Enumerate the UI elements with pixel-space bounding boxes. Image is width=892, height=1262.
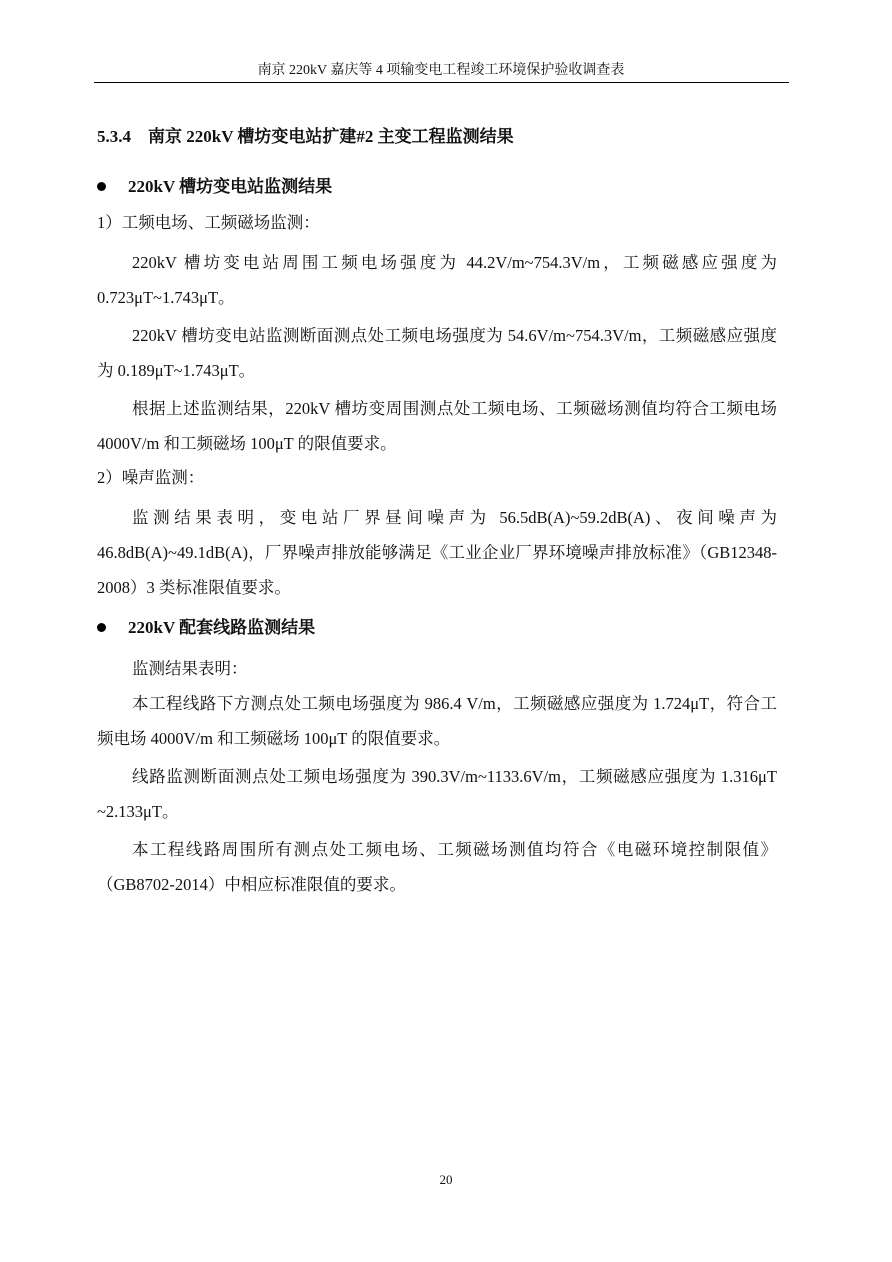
noise-monitoring-subhead: 2）噪声监测：	[97, 468, 205, 487]
line-paragraph-2: 线路监测断面测点处工频电场强度为 390.3V/m~1133.6V/m，工频磁感应强度为 1.316μT ~2.133μT。	[97, 767, 777, 821]
substation-results-heading	[97, 174, 777, 200]
line-intro: 监测结果表明：	[132, 659, 248, 678]
bullet-icon	[97, 182, 106, 191]
noise-paragraph: 监测结果表明，变电站厂界昼间噪声为 56.5dB(A)~59.2dB(A)、夜间噪声为 46.8dB(A)~49.1dB(A)，厂界噪声排放能够满足《工业企业厂界环境噪声排放标准》（GB12348-2008）3 类标准限值要求。	[97, 508, 777, 597]
bullet-icon	[97, 623, 106, 632]
em-paragraph-3: 根据上述监测结果，220kV 槽坊变周围测点处工频电场、工频磁场测值均符合工频电场 4000V/m 和工频磁场 100μT 的限值要求。	[97, 399, 777, 453]
page-number: 20	[439, 1172, 453, 1187]
em-monitoring-subhead: 1）工频电场、工频磁场监测：	[97, 213, 320, 232]
header-rule	[94, 82, 789, 83]
line-heading-text: 220kV 配套线路监测结果	[128, 618, 316, 637]
section-title: 5.3.4 南京 220kV 槽坊变电站扩建#2 主变工程监测结果	[97, 127, 514, 146]
running-header: 南京 220kV 嘉庆等 4 项输变电工程竣工环境保护验收调查表	[257, 63, 625, 78]
em-paragraph-1: 220kV 槽坊变电站周围工频电场强度为 44.2V/m~754.3V/m，工频磁感应强度为 0.723μT~1.743μT。	[97, 253, 777, 307]
em-paragraph-2: 220kV 槽坊变电站监测断面测点处工频电场强度为 54.6V/m~754.3V/m，工频磁感应强度为 0.189μT~1.743μT。	[97, 326, 777, 380]
line-paragraph-3: 本工程线路周围所有测点处工频电场、工频磁场测值均符合《电磁环境控制限值》（GB8702-2014）中相应标准限值的要求。	[97, 840, 777, 894]
substation-heading-text: 220kV 槽坊变电站监测结果	[128, 177, 333, 196]
line-results-heading	[97, 615, 777, 641]
page-content	[97, 124, 777, 902]
line-paragraph-1: 本工程线路下方测点处工频电场强度为 986.4 V/m，工频磁感应强度为 1.724μT，符合工频电场 4000V/m 和工频磁场 100μT 的限值要求。	[97, 694, 777, 748]
